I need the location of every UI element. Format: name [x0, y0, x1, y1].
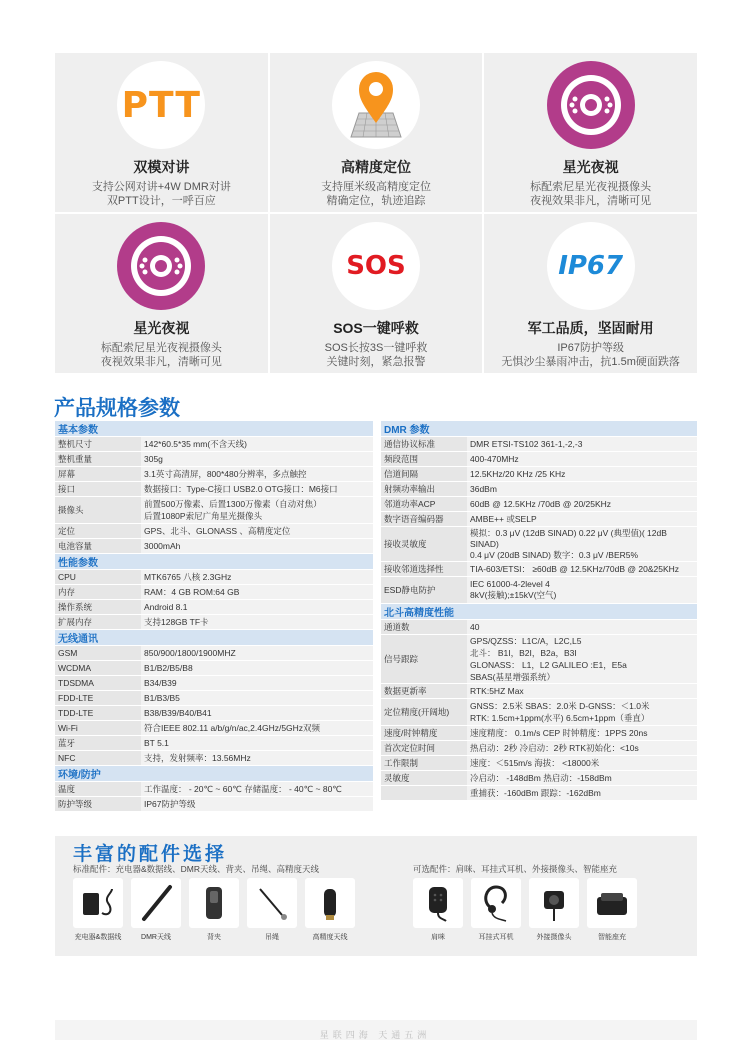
- spec-value-line: B1/B3/B5: [144, 693, 180, 703]
- spec-key: 接收邻道选择性: [381, 562, 467, 577]
- spec-key: 操作系统: [55, 600, 141, 615]
- spec-value-line: 60dB @ 12.5KHz /70dB @ 20/25KHz: [470, 499, 612, 509]
- spec-value: [467, 741, 697, 756]
- spec-value-line: RAM：4 GB ROM:64 GB: [144, 587, 240, 597]
- ptt-icon: PTT: [117, 61, 205, 149]
- feature-rugged: [484, 214, 697, 373]
- spec-section-header: 性能参数: [55, 554, 373, 570]
- spec-value: [467, 684, 697, 699]
- spec-value: [467, 726, 697, 741]
- feature-desc: 支持厘米级高精度定位 精确定位，轨迹追踪: [320, 181, 431, 207]
- spec-row: [381, 756, 697, 771]
- spec-value-line: 热启动：2秒 冷启动：2秒 RTK初始化：<10s: [470, 743, 639, 753]
- spec-value: [141, 467, 373, 482]
- spec-key: 摄像头: [55, 497, 141, 524]
- spec-value: [141, 437, 373, 452]
- spec-key: 扩展内存: [55, 615, 141, 630]
- sos-icon: SOS: [332, 222, 420, 310]
- spec-key: TDSDMA: [55, 676, 141, 691]
- spec-value-line: 冷启动： -148dBm 热启动：-158dBm: [470, 773, 612, 783]
- feature-title: SOS一键呼救: [333, 320, 419, 336]
- spec-row: [55, 600, 373, 615]
- camera-lens-icon: [117, 222, 205, 310]
- spec-value: [467, 437, 697, 452]
- spec-value: [467, 699, 697, 726]
- spec-row: [55, 736, 373, 751]
- spec-value-line: RTK:5HZ Max: [470, 686, 524, 696]
- spec-value-line: GLONASS： L1，L2 GALILEO :E1，E5a: [470, 660, 627, 670]
- spec-row: [55, 661, 373, 676]
- spec-value: [141, 539, 373, 554]
- feature-desc: IP67防护等级 无惧沙尘暴雨冲击，抗1.5m硬面跌落: [501, 342, 680, 368]
- spec-key: 屏幕: [55, 467, 141, 482]
- spec-value: [141, 497, 373, 524]
- spec-table-right: [381, 421, 697, 801]
- spec-value-line: 速度：＜515m/s 海拔： <18000米: [470, 758, 600, 768]
- spec-value: [141, 736, 373, 751]
- speaker-mic-icon: [413, 878, 463, 928]
- spec-value-line: 12.5KHz/20 KHz /25 KHz: [470, 469, 566, 479]
- optional-accessories-text: 可选配件：肩咪、耳挂式耳机、外接摄像头、智能座充: [413, 864, 618, 874]
- spec-key: 整机重量: [55, 452, 141, 467]
- camera-lens-icon: [547, 61, 635, 149]
- spec-value-line: B38/B39/B40/B41: [144, 708, 212, 718]
- spec-key: 电池容量: [55, 539, 141, 554]
- spec-key: 防护等级: [55, 797, 141, 812]
- accessory-gnss-antenna: 高精度天线: [305, 878, 355, 942]
- spec-value: [467, 756, 697, 771]
- spec-value: [141, 570, 373, 585]
- spec-value-line: AMBE++ 或SELP: [470, 514, 537, 524]
- spec-value-line: Android 8.1: [144, 602, 188, 612]
- ip67-icon: IP67: [547, 222, 635, 310]
- charger-icon: [73, 878, 123, 928]
- spec-value: [467, 512, 697, 527]
- belt-clip-icon: [189, 878, 239, 928]
- spec-value: [141, 524, 373, 539]
- spec-row: [55, 782, 373, 797]
- spec-row: [55, 570, 373, 585]
- spec-key: 通道数: [381, 620, 467, 635]
- spec-value-line: IEC 61000-4-2level 4: [470, 579, 550, 589]
- spec-value: [467, 562, 697, 577]
- spec-value-line: 0.4 μV (20dB SINAD) 数字：0.3 μV /BER5%: [470, 550, 639, 560]
- spec-value: [141, 721, 373, 736]
- spec-value-line: 8kV(接触);±15kV(空气): [470, 590, 557, 600]
- spec-value-line: 重捕获：-160dBm 跟踪：-162dBm: [470, 788, 601, 798]
- spec-row: [55, 706, 373, 721]
- spec-row: [381, 577, 697, 604]
- spec-value-line: 142*60.5*35 mm(不含天线): [144, 439, 247, 449]
- spec-value-line: TIA-603/ETSI： ≥60dB @ 12.5KHz/70dB @ 20&25KHz: [470, 564, 680, 574]
- feature-night-vision: [484, 53, 697, 212]
- spec-value: [141, 452, 373, 467]
- spec-value-line: B1/B2/B5/B8: [144, 663, 193, 673]
- lanyard-icon: [247, 878, 297, 928]
- spec-value-line: RTK: 1.5cm+1ppm(水平) 6.5cm+1ppm（垂直）: [470, 713, 650, 723]
- feature-positioning: [270, 53, 483, 212]
- accessory-lanyard: 吊绳: [247, 878, 297, 942]
- spec-section-header: 北斗高精度性能: [381, 604, 697, 620]
- spec-key: NFC: [55, 751, 141, 766]
- spec-row: [55, 691, 373, 706]
- spec-row: [55, 467, 373, 482]
- spec-row: [55, 797, 373, 812]
- spec-key: 内存: [55, 585, 141, 600]
- spec-value: [141, 706, 373, 721]
- spec-value: [467, 497, 697, 512]
- spec-value-line: 前置500万像素、后置1300万像素（自动对焦）: [144, 499, 322, 509]
- spec-key: 蓝牙: [55, 736, 141, 751]
- spec-row: [55, 585, 373, 600]
- spec-value-line: 400-470MHz: [470, 454, 519, 464]
- feature-title: 星光夜视: [133, 320, 190, 336]
- antenna-icon: [131, 878, 181, 928]
- spec-value: [141, 676, 373, 691]
- spec-value: [141, 797, 373, 812]
- spec-value-line: 数据接口：Type-C接口 USB2.0 OTG接口：M6接口: [144, 484, 338, 494]
- spec-row: [55, 721, 373, 736]
- spec-value-line: MTK6765 八核 2.3GHz: [144, 572, 232, 582]
- accessory-speaker-mic: 肩咪: [413, 878, 463, 942]
- spec-row: [55, 524, 373, 539]
- dock-charger-icon: [587, 878, 637, 928]
- accessory-earpiece: 耳挂式耳机: [471, 878, 521, 942]
- spec-value: [467, 635, 697, 684]
- spec-value-line: 40: [470, 622, 480, 632]
- spec-value: [467, 452, 697, 467]
- spec-row: [381, 620, 697, 635]
- spec-value: [467, 467, 697, 482]
- map-pin-icon: [332, 61, 420, 149]
- spec-value: [467, 577, 697, 604]
- spec-row: [381, 726, 697, 741]
- spec-key: 定位精度(开阔地): [381, 699, 467, 726]
- spec-row: [55, 437, 373, 452]
- spec-row: [55, 646, 373, 661]
- spec-key: 首次定位时间: [381, 741, 467, 756]
- spec-value: [141, 751, 373, 766]
- spec-row: [55, 482, 373, 497]
- standard-accessories-text: 标准配件：充电器&数据线、DMR天线、背夹、吊绳、高精度天线: [73, 864, 320, 874]
- spec-value-line: 3.1英寸高清屏，800*480分辨率，多点触控: [144, 469, 307, 479]
- spec-value: [467, 771, 697, 786]
- spec-row: [381, 452, 697, 467]
- spec-value-line: 模拟：0.3 μV (12dB SINAD) 0.22 μV (典型值)( 12dB SINAD): [470, 528, 667, 549]
- spec-row: [381, 699, 697, 726]
- spec-value: [141, 482, 373, 497]
- gnss-antenna-icon: [305, 878, 355, 928]
- feature-title: 军工品质，坚固耐用: [527, 320, 654, 336]
- spec-key: 接口: [55, 482, 141, 497]
- spec-key: [381, 786, 467, 801]
- accessory-camera: 外接摄像头: [529, 878, 579, 942]
- spec-key: 数据更新率: [381, 684, 467, 699]
- spec-key: 信号跟踪: [381, 635, 467, 684]
- feature-title: 双模对讲: [133, 159, 190, 175]
- spec-section-header: 基本参数: [55, 421, 373, 437]
- spec-section-header: DMR 参数: [381, 421, 697, 437]
- spec-key: 定位: [55, 524, 141, 539]
- feature-desc: 支持公网对讲+4W DMR对讲 双PTT设计，一呼百应: [91, 181, 231, 207]
- spec-row: [381, 741, 697, 756]
- accessory-dock-charger: 智能座充: [587, 878, 637, 942]
- accessories-panel: [55, 836, 697, 956]
- spec-value: [141, 585, 373, 600]
- spec-section-header: 环境/防护: [55, 766, 373, 782]
- spec-value-line: 305g: [144, 454, 163, 464]
- spec-value-line: 工作温度： - 20℃ ~ 60℃ 存储温度： - 40℃ ~ 80℃: [144, 784, 342, 794]
- feature-dual-mode: [55, 53, 268, 212]
- spec-value-line: IP67防护等级: [144, 799, 196, 809]
- accessory-belt-clip: 背夹: [189, 878, 239, 942]
- feature-desc: 标配索尼星光夜视摄像头 夜视效果非凡，清晰可见: [530, 181, 652, 207]
- spec-value-line: GPS/QZSS：L1C/A，L2C,L5: [470, 636, 582, 646]
- feature-grid: [55, 53, 697, 373]
- earpiece-icon: [471, 878, 521, 928]
- spec-key: WCDMA: [55, 661, 141, 676]
- spec-row: [381, 786, 697, 801]
- spec-key: ESD静电防护: [381, 577, 467, 604]
- spec-key: 射频功率输出: [381, 482, 467, 497]
- spec-key: 通信协议标准: [381, 437, 467, 452]
- spec-key: 频段范围: [381, 452, 467, 467]
- spec-key: Wi-Fi: [55, 721, 141, 736]
- spec-key: 温度: [55, 782, 141, 797]
- feature-title: 高精度定位: [340, 159, 411, 175]
- spec-value-line: B34/B39: [144, 678, 177, 688]
- spec-key: 接收灵敏度: [381, 527, 467, 562]
- feature-desc: SOS长按3S一键呼救 关键时刻，紧急报警: [324, 342, 428, 368]
- feature-desc: 标配索尼星光夜视摄像头 夜视效果非凡，清晰可见: [100, 342, 222, 368]
- spec-key: FDD-LTE: [55, 691, 141, 706]
- spec-section-header: 无线通讯: [55, 630, 373, 646]
- spec-value-line: 36dBm: [470, 484, 497, 494]
- spec-value: [141, 646, 373, 661]
- spec-value: [467, 620, 697, 635]
- spec-value-line: 后置1080P索尼广角星光摄像头: [144, 511, 263, 521]
- spec-value-line: 850/900/1800/1900MHZ: [144, 648, 236, 658]
- spec-row: [381, 512, 697, 527]
- spec-row: [55, 676, 373, 691]
- feature-night-vision-2: [55, 214, 268, 373]
- spec-heading: 产品规格参数: [54, 397, 180, 420]
- spec-value: [141, 615, 373, 630]
- spec-key: 信道间隔: [381, 467, 467, 482]
- camera-icon: [529, 878, 579, 928]
- spec-row: [381, 527, 697, 562]
- spec-row: [55, 497, 373, 524]
- spec-key: 整机尺寸: [55, 437, 141, 452]
- spec-value: [141, 600, 373, 615]
- spec-row: [381, 684, 697, 699]
- feature-sos: [270, 214, 483, 373]
- spec-value: [467, 527, 697, 562]
- spec-table-left: [55, 421, 373, 812]
- spec-value: [467, 786, 697, 801]
- spec-value-line: 支持，发射频率：13.56MHz: [144, 753, 251, 763]
- spec-value-line: GPS、北斗、GLONASS 、高精度定位: [144, 526, 291, 536]
- spec-key: 数字语音编码器: [381, 512, 467, 527]
- spec-key: 工作限制: [381, 756, 467, 771]
- spec-value-line: BT 5.1: [144, 738, 169, 748]
- spec-row: [381, 437, 697, 452]
- spec-row: [55, 539, 373, 554]
- spec-value: [467, 482, 697, 497]
- footer-slogan: 星联四海 天通五洲: [319, 1030, 431, 1040]
- spec-row: [55, 452, 373, 467]
- spec-row: [381, 635, 697, 684]
- accessories-title: 丰富的配件选择: [73, 844, 228, 865]
- spec-value-line: GNSS：2.5米 SBAS：2.0米 D-GNSS：＜1.0米: [470, 701, 650, 711]
- spec-key: 灵敏度: [381, 771, 467, 786]
- spec-row: [381, 467, 697, 482]
- spec-row: [381, 771, 697, 786]
- spec-value: [141, 661, 373, 676]
- spec-row: [381, 482, 697, 497]
- spec-value: [141, 691, 373, 706]
- spec-value: [141, 782, 373, 797]
- spec-value-line: 北斗： B1I，B2I，B2a，B3I: [470, 648, 577, 658]
- spec-value-line: SBAS(基星增强系统）: [470, 672, 556, 682]
- spec-row: [381, 497, 697, 512]
- spec-row: [55, 751, 373, 766]
- spec-key: GSM: [55, 646, 141, 661]
- spec-value-line: 符合IEEE 802.11 a/b/g/n/ac,2.4GHz/5GHz双频: [144, 723, 321, 733]
- spec-value-line: DMR ETSI-TS102 361-1,-2,-3: [470, 439, 583, 449]
- accessory-charger: 充电器&数据线: [73, 878, 123, 942]
- spec-key: TDD-LTE: [55, 706, 141, 721]
- spec-key: CPU: [55, 570, 141, 585]
- spec-value-line: 3000mAh: [144, 541, 181, 551]
- spec-value-line: 速度精度： 0.1m/s CEP 时钟精度：1PPS 20ns: [470, 728, 648, 738]
- spec-value-line: 支持128GB TF卡: [144, 617, 209, 627]
- spec-row: [55, 615, 373, 630]
- accessory-dmr-antenna: DMR天线: [131, 878, 181, 942]
- spec-row: [381, 562, 697, 577]
- spec-key: 速度/时钟精度: [381, 726, 467, 741]
- spec-key: 邻道功率ACP: [381, 497, 467, 512]
- feature-title: 星光夜视: [562, 159, 619, 175]
